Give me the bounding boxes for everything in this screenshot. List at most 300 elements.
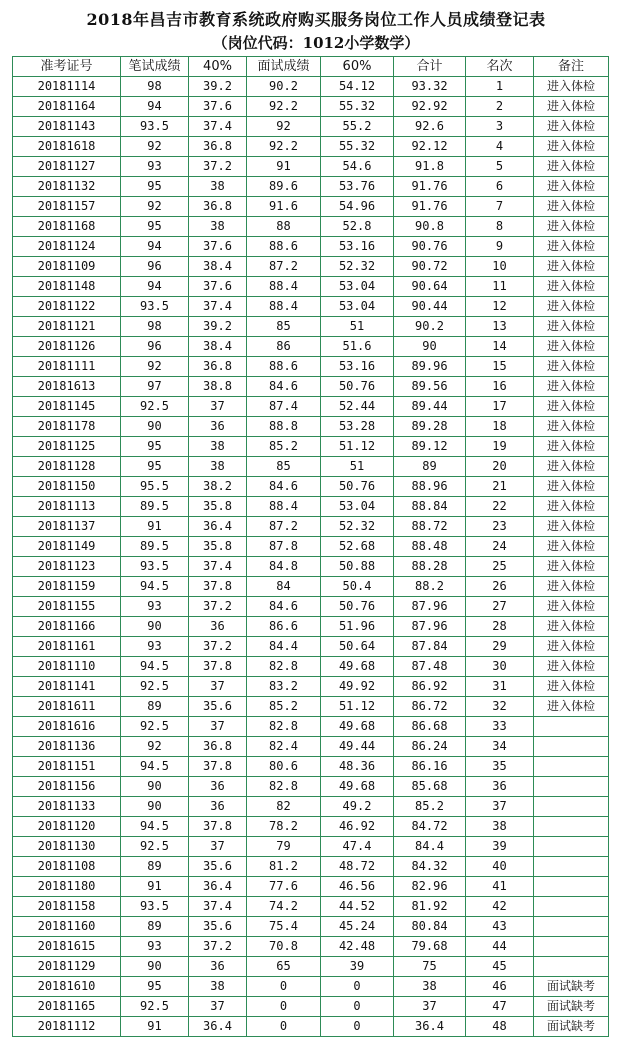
cell-rank: 43: [466, 917, 534, 937]
cell-note: 进入体检: [534, 197, 609, 217]
cell-interview-score: 82.4: [247, 737, 321, 757]
table-row: [13, 397, 609, 417]
cell-rank: 41: [466, 877, 534, 897]
cell-written-score: 92: [121, 197, 189, 217]
cell-total: 87.84: [394, 637, 466, 657]
cell-rank: 3: [466, 117, 534, 137]
table-row: [13, 817, 609, 837]
cell-written-weighted: 35.6: [189, 857, 247, 877]
cell-written-weighted: 37.6: [189, 97, 247, 117]
cell-written-weighted: 37.2: [189, 937, 247, 957]
cell-written-score: 89: [121, 697, 189, 717]
cell-note: 进入体检: [534, 477, 609, 497]
cell-note: 进入体检: [534, 697, 609, 717]
cell-exam-id: 20181141: [13, 677, 121, 697]
cell-rank: 14: [466, 337, 534, 357]
cell-written-score: 98: [121, 77, 189, 97]
column-header-exam-id: 准考证号: [13, 57, 121, 77]
cell-interview-weighted: 46.92: [321, 817, 394, 837]
cell-written-score: 92.5: [121, 837, 189, 857]
cell-exam-id: 20181120: [13, 817, 121, 837]
cell-note: 进入体检: [534, 537, 609, 557]
cell-rank: 8: [466, 217, 534, 237]
cell-exam-id: 20181180: [13, 877, 121, 897]
table-row: [13, 477, 609, 497]
cell-written-weighted: 37.6: [189, 277, 247, 297]
cell-exam-id: 20181129: [13, 957, 121, 977]
cell-written-weighted: 37.8: [189, 577, 247, 597]
cell-written-score: 94.5: [121, 577, 189, 597]
cell-interview-score: 82.8: [247, 657, 321, 677]
cell-note: [534, 957, 609, 977]
cell-interview-weighted: 0: [321, 997, 394, 1017]
cell-interview-weighted: 50.64: [321, 637, 394, 657]
cell-interview-score: 88: [247, 217, 321, 237]
cell-note: [534, 737, 609, 757]
table-row: [13, 937, 609, 957]
cell-written-weighted: 36: [189, 777, 247, 797]
cell-interview-weighted: 55.2: [321, 117, 394, 137]
cell-total: 92.92: [394, 97, 466, 117]
cell-written-score: 96: [121, 337, 189, 357]
table-row: [13, 1017, 609, 1037]
cell-rank: 1: [466, 77, 534, 97]
cell-exam-id: 20181124: [13, 237, 121, 257]
cell-written-score: 93: [121, 157, 189, 177]
cell-total: 88.96: [394, 477, 466, 497]
table-row: [13, 457, 609, 477]
cell-written-weighted: 36: [189, 617, 247, 637]
cell-exam-id: 20181151: [13, 757, 121, 777]
table-row: [13, 697, 609, 717]
cell-exam-id: 20181168: [13, 217, 121, 237]
cell-written-weighted: 36.8: [189, 737, 247, 757]
cell-written-weighted: 37.4: [189, 557, 247, 577]
cell-written-weighted: 38: [189, 977, 247, 997]
cell-total: 38: [394, 977, 466, 997]
cell-rank: 19: [466, 437, 534, 457]
cell-total: 81.92: [394, 897, 466, 917]
table-row: [13, 337, 609, 357]
table-row: [13, 217, 609, 237]
cell-written-weighted: 35.6: [189, 917, 247, 937]
cell-total: 85.68: [394, 777, 466, 797]
cell-exam-id: 20181137: [13, 517, 121, 537]
cell-total: 84.32: [394, 857, 466, 877]
cell-rank: 34: [466, 737, 534, 757]
cell-note: 面试缺考: [534, 977, 609, 997]
cell-rank: 30: [466, 657, 534, 677]
cell-written-score: 95: [121, 457, 189, 477]
cell-total: 87.96: [394, 597, 466, 617]
cell-rank: 17: [466, 397, 534, 417]
cell-interview-weighted: 54.12: [321, 77, 394, 97]
cell-note: 进入体检: [534, 357, 609, 377]
cell-interview-score: 85: [247, 457, 321, 477]
cell-note: 进入体检: [534, 157, 609, 177]
table-row: [13, 737, 609, 757]
cell-interview-weighted: 50.88: [321, 557, 394, 577]
cell-total: 86.16: [394, 757, 466, 777]
cell-interview-score: 88.4: [247, 297, 321, 317]
cell-rank: 27: [466, 597, 534, 617]
cell-rank: 48: [466, 1017, 534, 1037]
cell-written-weighted: 38.4: [189, 257, 247, 277]
cell-total: 86.68: [394, 717, 466, 737]
cell-note: [534, 917, 609, 937]
cell-interview-score: 91: [247, 157, 321, 177]
cell-written-score: 89.5: [121, 537, 189, 557]
table-row: [13, 97, 609, 117]
cell-rank: 28: [466, 617, 534, 637]
cell-interview-score: 90.2: [247, 77, 321, 97]
cell-exam-id: 20181610: [13, 977, 121, 997]
cell-exam-id: 20181143: [13, 117, 121, 137]
cell-interview-weighted: 53.16: [321, 357, 394, 377]
table-row: [13, 757, 609, 777]
cell-interview-weighted: 46.56: [321, 877, 394, 897]
cell-total: 90.2: [394, 317, 466, 337]
cell-total: 88.72: [394, 517, 466, 537]
cell-interview-weighted: 53.16: [321, 237, 394, 257]
cell-interview-score: 84: [247, 577, 321, 597]
cell-total: 89: [394, 457, 466, 477]
cell-interview-weighted: 49.68: [321, 657, 394, 677]
cell-interview-score: 0: [247, 977, 321, 997]
cell-total: 89.28: [394, 417, 466, 437]
cell-note: 进入体检: [534, 637, 609, 657]
table-row: [13, 597, 609, 617]
cell-interview-score: 88.4: [247, 497, 321, 517]
cell-note: [534, 937, 609, 957]
cell-interview-score: 88.6: [247, 357, 321, 377]
cell-total: 79.68: [394, 937, 466, 957]
cell-exam-id: 20181109: [13, 257, 121, 277]
cell-interview-weighted: 49.2: [321, 797, 394, 817]
cell-written-score: 89: [121, 857, 189, 877]
cell-rank: 20: [466, 457, 534, 477]
cell-interview-weighted: 52.68: [321, 537, 394, 557]
cell-note: 进入体检: [534, 577, 609, 597]
cell-rank: 16: [466, 377, 534, 397]
cell-note: 进入体检: [534, 677, 609, 697]
cell-exam-id: 20181128: [13, 457, 121, 477]
cell-exam-id: 20181616: [13, 717, 121, 737]
cell-exam-id: 20181133: [13, 797, 121, 817]
cell-rank: 45: [466, 957, 534, 977]
cell-interview-score: 65: [247, 957, 321, 977]
cell-written-weighted: 35.6: [189, 697, 247, 717]
table-row: [13, 837, 609, 857]
cell-note: [534, 757, 609, 777]
column-header-interview-weighted: 60%: [321, 57, 394, 77]
cell-rank: 21: [466, 477, 534, 497]
cell-rank: 33: [466, 717, 534, 737]
cell-note: 进入体检: [534, 617, 609, 637]
cell-note: 进入体检: [534, 277, 609, 297]
table-row: [13, 377, 609, 397]
cell-written-score: 89: [121, 917, 189, 937]
score-table: [12, 56, 609, 1037]
cell-written-score: 91: [121, 1017, 189, 1037]
cell-written-weighted: 38.8: [189, 377, 247, 397]
cell-note: 进入体检: [534, 137, 609, 157]
cell-interview-score: 0: [247, 1017, 321, 1037]
cell-note: [534, 837, 609, 857]
cell-exam-id: 20181111: [13, 357, 121, 377]
cell-exam-id: 20181113: [13, 497, 121, 517]
cell-written-score: 90: [121, 617, 189, 637]
cell-interview-weighted: 51: [321, 317, 394, 337]
table-body: [13, 77, 609, 1037]
cell-exam-id: 20181178: [13, 417, 121, 437]
cell-total: 89.96: [394, 357, 466, 377]
cell-total: 88.48: [394, 537, 466, 557]
cell-rank: 9: [466, 237, 534, 257]
table-row: [13, 637, 609, 657]
cell-interview-weighted: 50.4: [321, 577, 394, 597]
cell-note: 进入体检: [534, 397, 609, 417]
cell-note: [534, 777, 609, 797]
cell-written-score: 95: [121, 977, 189, 997]
cell-exam-id: 20181108: [13, 857, 121, 877]
cell-exam-id: 20181149: [13, 537, 121, 557]
cell-interview-weighted: 55.32: [321, 137, 394, 157]
cell-interview-weighted: 51: [321, 457, 394, 477]
cell-interview-score: 86: [247, 337, 321, 357]
table-row: [13, 877, 609, 897]
cell-written-score: 89.5: [121, 497, 189, 517]
cell-rank: 18: [466, 417, 534, 437]
cell-written-weighted: 38: [189, 437, 247, 457]
column-header-total: 合计: [394, 57, 466, 77]
cell-written-score: 91: [121, 517, 189, 537]
cell-interview-weighted: 48.72: [321, 857, 394, 877]
cell-written-score: 93.5: [121, 897, 189, 917]
cell-written-score: 92: [121, 357, 189, 377]
cell-note: [534, 877, 609, 897]
table-row: [13, 257, 609, 277]
cell-total: 91.76: [394, 177, 466, 197]
cell-interview-score: 89.6: [247, 177, 321, 197]
cell-rank: 29: [466, 637, 534, 657]
table-row: [13, 717, 609, 737]
cell-interview-score: 81.2: [247, 857, 321, 877]
cell-interview-score: 78.2: [247, 817, 321, 837]
cell-total: 37: [394, 997, 466, 1017]
cell-interview-score: 84.4: [247, 637, 321, 657]
cell-written-score: 93: [121, 937, 189, 957]
cell-written-weighted: 36: [189, 957, 247, 977]
cell-written-score: 90: [121, 797, 189, 817]
cell-total: 36.4: [394, 1017, 466, 1037]
cell-total: 82.96: [394, 877, 466, 897]
cell-written-score: 93: [121, 637, 189, 657]
cell-exam-id: 20181136: [13, 737, 121, 757]
cell-rank: 5: [466, 157, 534, 177]
cell-written-weighted: 37: [189, 677, 247, 697]
cell-written-score: 93.5: [121, 117, 189, 137]
cell-exam-id: 20181132: [13, 177, 121, 197]
cell-interview-score: 88.6: [247, 237, 321, 257]
table-header-row: [13, 57, 609, 77]
cell-rank: 40: [466, 857, 534, 877]
cell-rank: 6: [466, 177, 534, 197]
cell-interview-weighted: 0: [321, 1017, 394, 1037]
table-row: [13, 557, 609, 577]
cell-exam-id: 20181165: [13, 997, 121, 1017]
cell-written-score: 93: [121, 597, 189, 617]
cell-exam-id: 20181158: [13, 897, 121, 917]
cell-exam-id: 20181130: [13, 837, 121, 857]
cell-interview-weighted: 47.4: [321, 837, 394, 857]
column-header-written-score: 笔试成绩: [121, 57, 189, 77]
cell-note: 进入体检: [534, 177, 609, 197]
table-row: [13, 177, 609, 197]
cell-interview-score: 88.8: [247, 417, 321, 437]
table-row: [13, 277, 609, 297]
cell-note: 进入体检: [534, 117, 609, 137]
cell-exam-id: 20181114: [13, 77, 121, 97]
cell-written-weighted: 37.4: [189, 897, 247, 917]
cell-total: 90.44: [394, 297, 466, 317]
cell-interview-weighted: 51.12: [321, 697, 394, 717]
cell-exam-id: 20181155: [13, 597, 121, 617]
cell-total: 92.12: [394, 137, 466, 157]
cell-rank: 32: [466, 697, 534, 717]
cell-written-weighted: 35.8: [189, 497, 247, 517]
cell-written-weighted: 37.2: [189, 157, 247, 177]
cell-total: 87.48: [394, 657, 466, 677]
cell-written-score: 98: [121, 317, 189, 337]
cell-total: 89.56: [394, 377, 466, 397]
cell-written-weighted: 37.6: [189, 237, 247, 257]
cell-interview-score: 75.4: [247, 917, 321, 937]
cell-written-score: 90: [121, 957, 189, 977]
cell-written-score: 97: [121, 377, 189, 397]
cell-written-weighted: 35.8: [189, 537, 247, 557]
table-row: [13, 577, 609, 597]
table-row: [13, 297, 609, 317]
cell-interview-score: 82: [247, 797, 321, 817]
cell-written-weighted: 37: [189, 717, 247, 737]
table-row: [13, 517, 609, 537]
column-header-note: 备注: [534, 57, 609, 77]
cell-written-weighted: 37.8: [189, 757, 247, 777]
cell-interview-score: 84.6: [247, 377, 321, 397]
cell-rank: 37: [466, 797, 534, 817]
cell-exam-id: 20181164: [13, 97, 121, 117]
cell-interview-weighted: 51.12: [321, 437, 394, 457]
cell-total: 90.76: [394, 237, 466, 257]
cell-written-weighted: 37: [189, 997, 247, 1017]
cell-note: [534, 857, 609, 877]
cell-rank: 44: [466, 937, 534, 957]
cell-exam-id: 20181166: [13, 617, 121, 637]
table-row: [13, 497, 609, 517]
cell-written-weighted: 37: [189, 397, 247, 417]
cell-rank: 10: [466, 257, 534, 277]
cell-total: 86.72: [394, 697, 466, 717]
cell-total: 87.96: [394, 617, 466, 637]
table-row: [13, 857, 609, 877]
cell-total: 92.6: [394, 117, 466, 137]
cell-note: 进入体检: [534, 557, 609, 577]
cell-written-score: 95: [121, 437, 189, 457]
position-code-subtitle: （岗位代码：1012小学数学）: [212, 34, 420, 52]
table-row: [13, 777, 609, 797]
cell-note: 面试缺考: [534, 1017, 609, 1037]
cell-note: 进入体检: [534, 597, 609, 617]
cell-exam-id: 20181160: [13, 917, 121, 937]
cell-rank: 31: [466, 677, 534, 697]
cell-exam-id: 20181125: [13, 437, 121, 457]
cell-written-score: 94: [121, 237, 189, 257]
cell-interview-weighted: 49.92: [321, 677, 394, 697]
cell-total: 88.84: [394, 497, 466, 517]
cell-total: 75: [394, 957, 466, 977]
cell-written-weighted: 39.2: [189, 77, 247, 97]
table-row: [13, 657, 609, 677]
table-row: [13, 357, 609, 377]
cell-exam-id: 20181112: [13, 1017, 121, 1037]
cell-total: 91.76: [394, 197, 466, 217]
cell-written-weighted: 38: [189, 217, 247, 237]
cell-exam-id: 20181148: [13, 277, 121, 297]
cell-note: 进入体检: [534, 337, 609, 357]
cell-interview-weighted: 49.68: [321, 777, 394, 797]
cell-written-score: 90: [121, 777, 189, 797]
cell-interview-score: 80.6: [247, 757, 321, 777]
cell-interview-score: 92: [247, 117, 321, 137]
cell-note: 进入体检: [534, 417, 609, 437]
cell-written-score: 92.5: [121, 997, 189, 1017]
column-header-rank: 名次: [466, 57, 534, 77]
cell-interview-score: 77.6: [247, 877, 321, 897]
cell-exam-id: 20181126: [13, 337, 121, 357]
cell-written-weighted: 36.4: [189, 877, 247, 897]
cell-written-score: 94: [121, 97, 189, 117]
cell-note: 进入体检: [534, 457, 609, 477]
table-row: [13, 417, 609, 437]
cell-interview-weighted: 49.44: [321, 737, 394, 757]
cell-interview-weighted: 52.8: [321, 217, 394, 237]
table-row: [13, 117, 609, 137]
cell-total: 84.4: [394, 837, 466, 857]
cell-note: 进入体检: [534, 77, 609, 97]
cell-written-weighted: 38.4: [189, 337, 247, 357]
cell-interview-weighted: 52.44: [321, 397, 394, 417]
table-row: [13, 317, 609, 337]
cell-written-weighted: 38: [189, 457, 247, 477]
cell-exam-id: 20181110: [13, 657, 121, 677]
cell-rank: 42: [466, 897, 534, 917]
cell-written-score: 94.5: [121, 817, 189, 837]
cell-interview-weighted: 52.32: [321, 257, 394, 277]
cell-interview-weighted: 54.6: [321, 157, 394, 177]
table-row: [13, 77, 609, 97]
cell-note: [534, 897, 609, 917]
cell-total: 85.2: [394, 797, 466, 817]
cell-rank: 15: [466, 357, 534, 377]
cell-interview-score: 87.2: [247, 517, 321, 537]
page-title: 2018年昌吉市教育系统政府购买服务岗位工作人员成绩登记表: [86, 10, 546, 29]
cell-note: [534, 797, 609, 817]
cell-exam-id: 20181121: [13, 317, 121, 337]
cell-note: 进入体检: [534, 497, 609, 517]
cell-written-weighted: 36.4: [189, 1017, 247, 1037]
cell-total: 90.64: [394, 277, 466, 297]
